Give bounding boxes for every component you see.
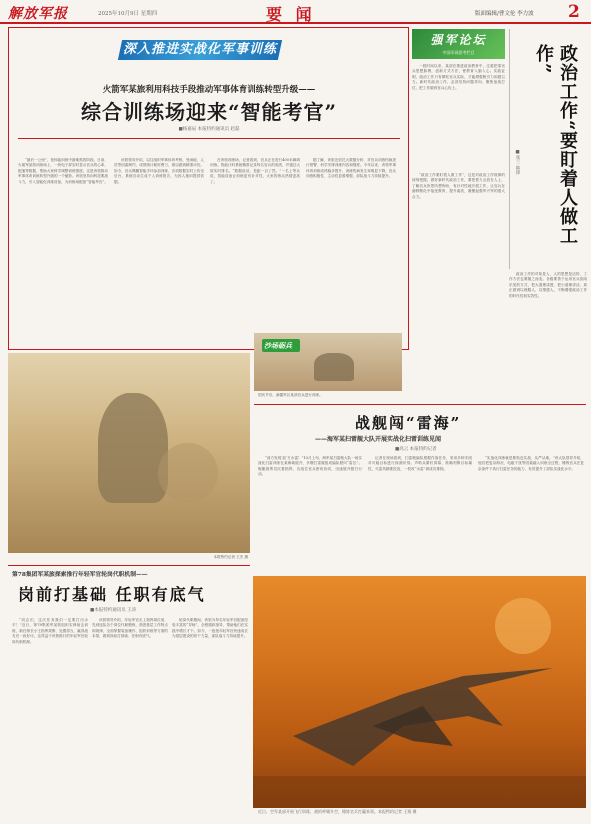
commentary-badge-title: 强军论坛 — [430, 33, 487, 47]
desert-photo[interactable] — [8, 353, 250, 553]
issue-date: 2025年10月9日 星期四 — [98, 11, 158, 17]
dust-cloud — [158, 443, 218, 503]
lead-body-col-2: 该旅领导介绍，以往组织军事体育考核，受场地、人员等因素制约，成绩统计耗时费力，难以做到精准评估。如今，官兵佩戴智能手环参加训练，各项数据实时上传至后台，系统自动生成个人训练报告，为因人施训提供依据。 — [114, 158, 204, 184]
bottom-body-col-1: “同志们，这次任务我们一定要打出水平！”近日，第78集团军某旅组织实弹射击训练，新任排长小王指挥果断、处置得当，赢得战友们一致好评。这得益于该旅推行的年轻军官轮岗代职机制。 — [12, 618, 88, 644]
lead-headline[interactable]: 综合训练场迎来“智能考官” — [80, 100, 337, 124]
navy-subtitle: ——海军某扫雷舰大队开展实战化扫雷训练见闻 — [315, 436, 442, 443]
soldier-photo[interactable] — [254, 333, 402, 391]
navy-top-rule — [254, 404, 586, 405]
navy-body-col-3: “实战化训练就是要贴近实战、从严从难。”该大队领导介绍，他们把复杂海况、电磁干扰等因素融入训练全过程，锤炼官兵在复杂条件下执行扫雷任务的能力，有效提升了部队实战化水平。 — [478, 456, 584, 471]
navy-headline[interactable]: 战舰闯“雷海” — [355, 414, 462, 432]
navy-body-col-2: 记者在现场看到，扫雷舰编队根据作战任务，采用多种手段对可疑目标进行探测识别。声呐兵紧盯屏幕，准确判断目标属性，灭雷具精准投放，一枚枚“水雷”被成功排除。 — [368, 456, 472, 471]
lead-byline: ■杨嘉辰 本报特约通讯员 赵磊 — [178, 127, 240, 132]
bottom-kicker: 第78集团军某旅探索推行年轻军官轮岗代职机制—— — [12, 572, 148, 578]
lead-body-col-4: 据了解，该旅还依托大数据分析，对官兵训练伤病进行预警，科学安排训练内容和强度。今年以来，该旅军事体育训练成绩稳步提升，训练伤病发生率明显下降，官兵训练积极性、主动性显著增强，部队战斗力持续提升。 — [306, 158, 396, 179]
fighter-jet-photo[interactable] — [253, 576, 586, 808]
politics-headline[interactable]: 政治工作“要盯着人做工作” — [533, 44, 578, 246]
bottom-top-rule — [8, 565, 250, 566]
section-title: 要 闻 — [266, 5, 316, 24]
lead-divider — [18, 138, 400, 139]
column-banner-text: 深入推进实战化军事训练 — [122, 42, 277, 57]
navy-byline: ■高云 本报特约记者 — [395, 447, 437, 452]
lead-kicker: 火箭军某旅利用科技手段推动军事体育训练转型升级—— — [102, 85, 316, 95]
commentary-body-1: 一段时间以来，某部在推进政治教育中，注重把准官兵思想脉搏，创新方式方法，使教育入脑入心。实践证明，政治工作只有紧贴官兵实际，才能增强吸引力和感召力。新时代政治工作，必须坚持问题导向，聚焦备战打仗，把工作做到官兵心坎上。 — [412, 64, 505, 90]
bottom-byline: ■本报特约通讯员 王涛 — [90, 608, 137, 613]
lead-body-col-1: “最后一公里”，是体能训练中最难熬的阶段。日前，火箭军某旅训练场上，一块电子屏实时显示官兵的心率、配速等数据，帮助大家科学调整训练强度。这是该旅推动军事体育训练转型升级的一个缩影。该旅坚持向科技要战斗力，引入智能化训练设备，为训练场配备“智能考官”。 — [18, 158, 108, 184]
bottom-body-col-3: 轮岗代职期间，该旅为每名年轻军官配备经验丰富的“导师”，全程跟踪指导，帮助他们在实践中增长才干。如今，一批批年轻军官快速成长为基层建设的骨干力量，部队战斗力持续提升。 — [172, 618, 248, 639]
jet-photo-caption: 近日，空军某部开展飞行训练，战机呼啸升空，锤炼官兵打赢本领。本报特约记者 王翔 摄 — [258, 809, 417, 814]
photo-badge-text: 沙场砺兵 — [264, 341, 292, 350]
photo-caption: 国庆节后，新疆军区某部官兵进行训练。 — [258, 393, 323, 397]
bottom-body-col-2: 该旅领导介绍，年轻军官走上指挥岗位前，先到连队各个岗位代职锻炼，熟悉基层工作特点和规律，全面掌握装备操作、组织训练等方面的本领，做到岗前打基础、任职有底气。 — [92, 618, 168, 639]
soldier-silhouette — [98, 393, 168, 503]
newspaper-logo: 解放军报 — [8, 6, 68, 22]
soldier-figure — [314, 353, 354, 381]
fighter-jet-icon — [253, 576, 586, 808]
page-editors: 版面编辑/曹文伦 李力波 — [475, 11, 534, 17]
bottom-headline[interactable]: 岗前打基础 任职有底气 — [18, 585, 206, 604]
politics-author: ■张三 韩锋 — [515, 150, 520, 175]
commentary-body-3: 政治工作的对象是人，人的思想是活的，工作方法也要随之而变。各级要善于运用官兵喜闻乐见的方式，把大道理讲透、把小道理讲活，真正做到以理服人、以情感人，不断增强政治工作的时代性和实效性。 — [509, 272, 587, 298]
navy-body-col-1: “前方发现‘敌’方水雷！”10月上旬，海军某扫雷舰大队一场实战化扫雷训练在某海域展开，多艘扫雷舰组成编队驶向“雷区”。舰艇指挥员沉着指挥，各战位官兵密切协同，迅速展开猎扫行动。 — [258, 456, 362, 477]
page-number: 2 — [568, 2, 580, 22]
desert-photo-credit: 本报特约记者 王杰 摄 — [213, 555, 248, 559]
lead-body-col-3: 在该旅训练场，记者看到，官兵正在进行400米障碍训练。智能计时系统精准记录每名官兵的成绩，并通过大屏实时排名。“数据说话，差距一目了然。”一名上等兵说，智能设备让训练更有针对性，大家的练兵热情更高了。 — [210, 158, 300, 184]
commentary-body-2: “政治工作要盯着人做工作”，这是对政治工作规律的深刻把握。做好新时代政治工作，要把着力点放在人上，了解官兵所思所想所盼，有针对性地开展工作，让官兵在潜移默化中接受教育、提升素质，凝聚起强军兴军的强大合力。 — [412, 173, 505, 199]
commentary-badge-subtitle: 中国军网思考栏目 — [442, 50, 475, 55]
